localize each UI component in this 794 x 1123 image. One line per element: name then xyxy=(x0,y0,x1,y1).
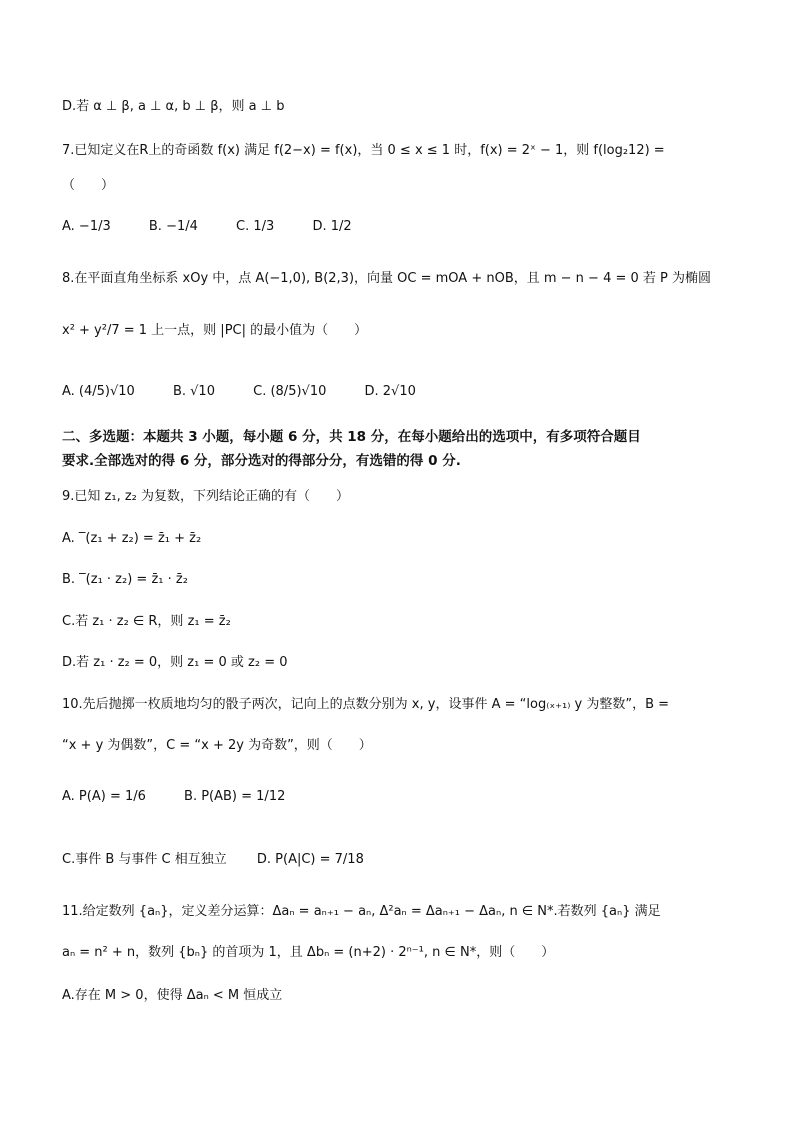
q7-option-c: C. 1/3 xyxy=(236,219,275,234)
q8-option-c: C. (8/5)√10 xyxy=(253,384,327,399)
q7-stem: 7.已知定义在R上的奇函数 f(x) 满足 f(2−x) = f(x)，当 0 ≤ x ≤ 1 时，f(x) = 2ˣ − 1，则 f(log₂12) = xyxy=(62,143,665,158)
section-heading: 二、多选题：本题共 3 小题，每小题 6 分，共 18 分，在每小题给出的选项中，有多项符合题目 xyxy=(62,429,641,445)
q7-option-b: B. −1/4 xyxy=(148,219,198,234)
q9-option-c: C.若 z₁ · z₂ ∈ R，则 z₁ = z̄₂ xyxy=(62,614,231,629)
q8-option-b: B. √10 xyxy=(172,384,215,399)
q11-stem: 11.给定数列 {aₙ}，定义差分运算：Δaₙ = aₙ₊₁ − aₙ, Δ²aₙ = Δaₙ₊₁ − Δaₙ, n ∈ N*.若数列 {aₙ} 满足 xyxy=(62,904,661,919)
q10-stem-2: “x + y 为偶数”，C = “x + 2y 为奇数”，则（ ） xyxy=(62,738,372,753)
q7-paren: （ ） xyxy=(62,178,115,193)
q9-option-a: A. ‾(z₁ + z₂) = z̄₁ + z̄₂ xyxy=(62,531,202,546)
q7-options xyxy=(62,218,386,236)
q9-option-b: B. ‾(z₁ · z₂) = z̄₁ · z̄₂ xyxy=(62,572,188,587)
q10-option-a: A. P(A) = 1/6 xyxy=(62,789,146,804)
q11-option-a: A.存在 M > 0，使得 Δaₙ < M 恒成立 xyxy=(62,988,283,1003)
q10-stem: 10.先后抛掷一枚质地均匀的骰子两次，记向上的点数分别为 x, y，设事件 A = “log₍ₓ₊₁₎ y 为整数”，B = xyxy=(62,697,670,712)
q11-stem-2: aₙ = n² + n，数列 {bₙ} 的首项为 1，且 Δbₙ = (n+2) · 2ⁿ⁻¹, n ∈ N*，则（ ） xyxy=(62,945,555,960)
q7-option-a: A. −1/3 xyxy=(62,219,111,234)
q8-option-d: D. 2√10 xyxy=(364,384,416,399)
q8-options xyxy=(62,383,450,401)
q9-stem: 9.已知 z₁, z₂ 为复数，下列结论正确的有（ ） xyxy=(62,489,350,504)
q10-options-ab xyxy=(62,788,319,806)
section-heading-2: 要求.全部选对的得 6 分，部分选对的得部分分，有选错的得 0 分. xyxy=(62,453,461,469)
d-option-q6: D.若 α ⊥ β, a ⊥ α, b ⊥ β，则 a ⊥ b xyxy=(62,99,285,114)
q8-option-a: A. (4/5)√10 xyxy=(62,384,135,399)
q10-option-d: D. P(A|C) = 7/18 xyxy=(256,852,364,867)
q10-option-c: C.事件 B 与事件 C 相互独立 xyxy=(62,852,227,867)
q10-options-cd xyxy=(62,851,364,869)
q7-option-d: D. 1/2 xyxy=(312,219,352,234)
q10-option-b: B. P(AB) = 1/12 xyxy=(184,789,286,804)
q8-stem: 8.在平面直角坐标系 xOy 中，点 A(−1,0), B(2,3)，向量 OC = mOA + nOB，且 m − n − 4 = 0 若 P 为椭圆 xyxy=(62,271,712,286)
q9-option-d: D.若 z₁ · z₂ = 0，则 z₁ = 0 或 z₂ = 0 xyxy=(62,655,288,670)
q8-stem-2: x² + y²/7 = 1 上一点，则 |PC| 的最小值为（ ） xyxy=(62,323,368,338)
